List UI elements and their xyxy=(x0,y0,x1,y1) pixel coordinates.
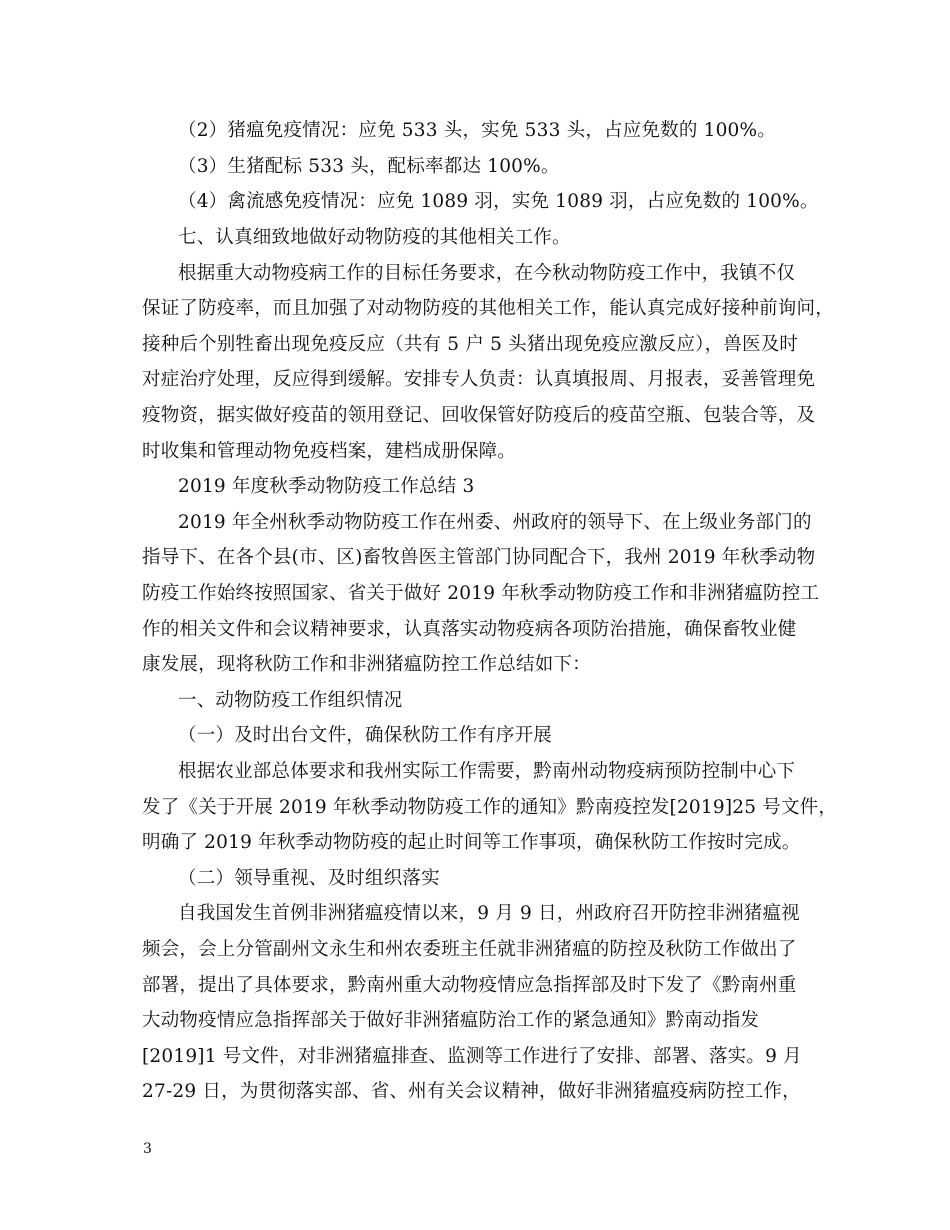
text-line: 自我国发生首例非洲猪瘟疫情以来，9 月 9 日，州政府召开防控非洲猪瘟视 xyxy=(178,903,800,924)
text-line: （4）禽流感免疫情况：应免 1089 羽，实免 1089 羽，占应免数的 100%。 xyxy=(178,191,819,212)
text-line: 根据农业部总体要求和我州实际工作需要，黔南州动物疫病预防控制中心下 xyxy=(178,761,796,782)
text-line: 保证了防疫率，而且加强了对动物防疫的其他相关工作，能认真完成好接种前询问， xyxy=(142,298,834,319)
text-line: 指导下、在各个县(市、区)畜牧兽医主管部门协同配合下，我州 2019 年秋季动物 xyxy=(142,547,816,568)
text-line: [2019]1 号文件，对非洲猪瘟排查、监测等工作进行了安排、部署、落实。9 月 xyxy=(142,1046,802,1067)
text-line: 明确了 2019 年秋季动物防疫的起止时间等工作事项，确保秋防工作按时完成。 xyxy=(142,832,801,853)
page-number: 3 xyxy=(143,1141,152,1157)
text-line: 部署，提出了具体要求，黔南州重大动物疫情应急指挥部及时下发了《黔南州重 xyxy=(142,975,797,996)
text-line: 27-29 日，为贯彻落实部、省、州有关会议精神，做好非洲猪瘟疫病防控工作， xyxy=(142,1081,801,1102)
text-line: 康发展，现将秋防工作和非洲猪瘟防控工作总结如下： xyxy=(142,654,591,675)
text-line: 根据重大动物疫病工作的目标任务要求，在今秋动物防疫工作中，我镇不仅 xyxy=(178,263,796,284)
subsection-heading: （一）及时出台文件，确保秋防工作有序开展 xyxy=(178,725,553,746)
text-line: 时收集和管理动物免疫档案，建档成册保障。 xyxy=(142,441,517,462)
text-line: （2）猪瘟免疫情况：应免 533 头，实免 533 头，占应免数的 100%。 xyxy=(178,120,776,141)
text-line: 接种后个别牲畜出现免疫反应（共有 5 户 5 头猪出现免疫应激反应），兽医及时 xyxy=(142,334,799,355)
text-line: 2019 年全州秋季动物防疫工作在州委、州政府的领导下、在上级业务部门的 xyxy=(178,512,812,533)
text-line: 对症治疗处理，反应得到缓解。安排专人负责：认真填报周、月报表，妥善管理免 xyxy=(142,369,816,390)
section-heading: 一、动物防疫工作组织情况 xyxy=(178,690,403,711)
text-line: 防疫工作始终按照国家、省关于做好 2019 年秋季动物防疫工作和非洲猪瘟防控工 xyxy=(142,583,820,604)
text-line: 大动物疫情应急指挥部关于做好非洲猪瘟防治工作的紧急通知》黔南动指发 xyxy=(142,1010,760,1031)
document-title: 2019 年度秋季动物防疫工作总结 3 xyxy=(178,476,475,497)
text-line: 发了《关于开展 2019 年秋季动物防疫工作的通知》黔南疫控发[2019]25 号文件， xyxy=(142,797,838,818)
subsection-heading: （二）领导重视、及时组织落实 xyxy=(178,868,440,889)
text-line: 频会，会上分管副州文永生和州农委班主任就非洲猪瘟的防控及秋防工作做出了 xyxy=(142,939,797,960)
text-line: （3）生猪配标 533 头，配标率都达 100%。 xyxy=(178,156,560,177)
text-line: 作的相关文件和会议精神要求，认真落实动物疫病各项防治措施，确保畜牧业健 xyxy=(142,619,797,640)
text-line: 疫物资，据实做好疫苗的领用登记、回收保管好防疫后的疫苗空瓶、包装合等，及 xyxy=(142,405,816,426)
section-heading: 七、认真细致地做好动物防疫的其他相关工作。 xyxy=(178,227,571,248)
